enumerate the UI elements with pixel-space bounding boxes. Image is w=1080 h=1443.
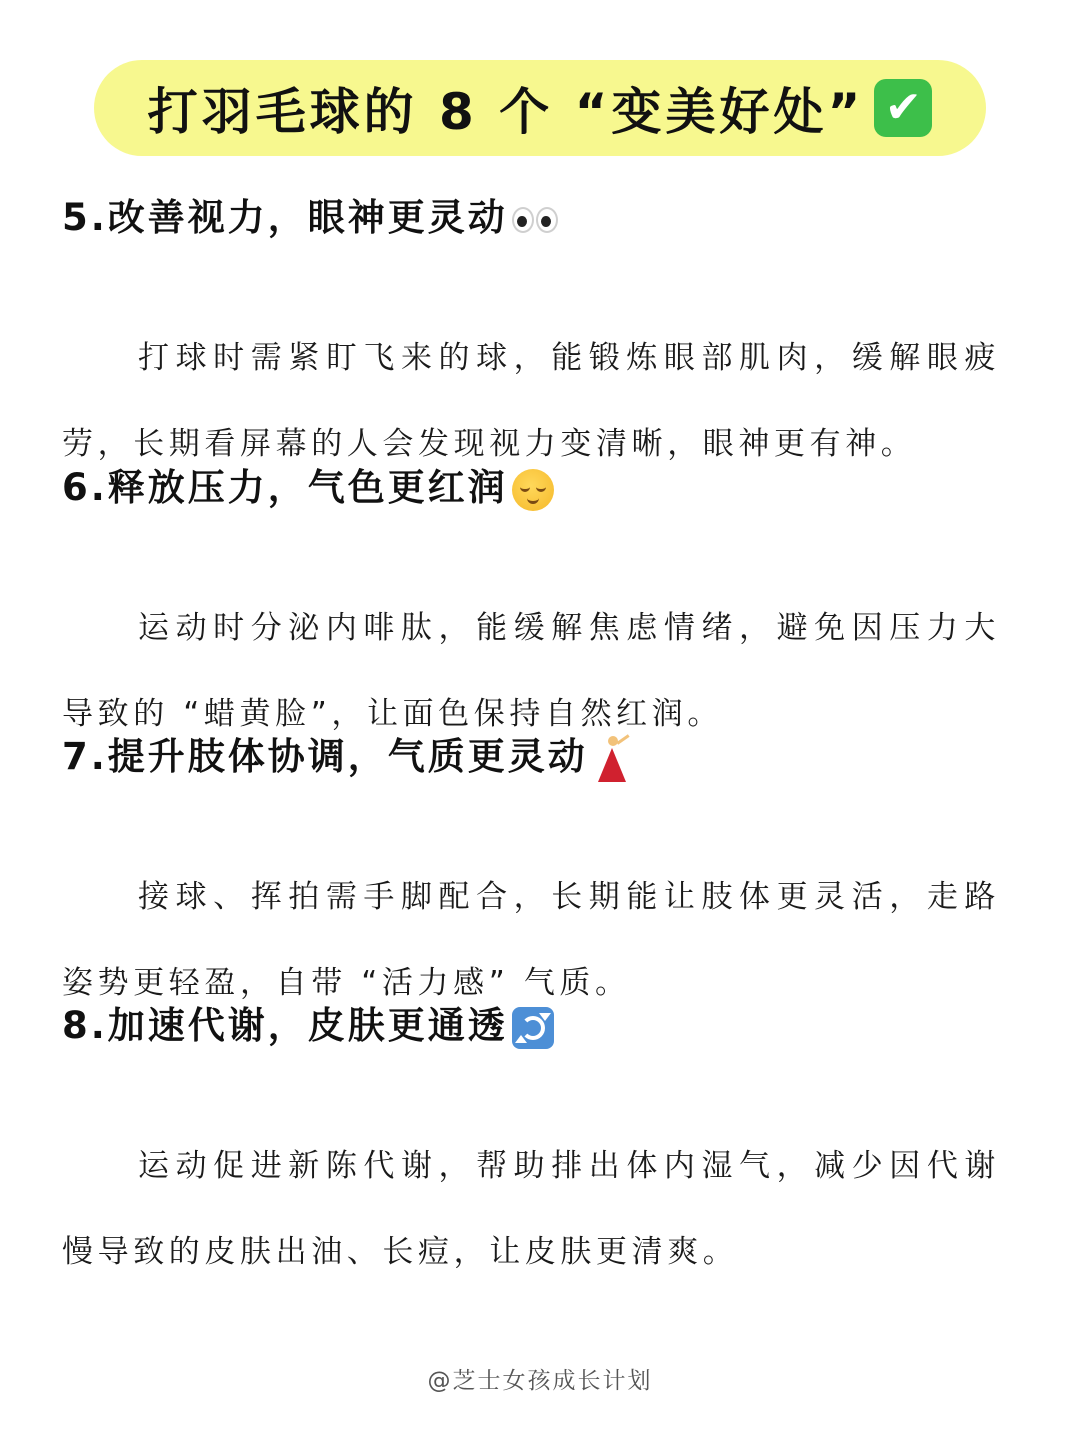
body-line: 姿势更轻盈，自带 “活力感” 气质。 (62, 965, 631, 1001)
page-title: 打羽毛球的 8 个 “变美好处” (147, 83, 865, 141)
benefit-section-7 (62, 727, 1002, 1001)
relieved-face-icon (512, 469, 554, 511)
body-line: 接球、挥拍需手脚配合，长期能让肢体更灵活，走路 (138, 879, 1000, 915)
benefit-section-5 (62, 188, 1002, 462)
author-watermark: @芝士女孩成长计划 (427, 1368, 653, 1394)
body-line: 运动时分泌内啡肽，能缓解焦虑情绪，避免因压力大 (138, 610, 1000, 646)
check-mark-button-icon: ✔ (874, 79, 932, 137)
title-banner (94, 60, 986, 156)
benefit-section-6 (62, 458, 1002, 732)
body-line: 导致的 “蜡黄脸”，让面色保持自然红润。 (62, 696, 723, 732)
section-heading: 6.释放压力，气色更红润 (62, 466, 508, 509)
section-heading: 5.改善视力，眼神更灵动 (62, 196, 508, 239)
cycle-arrows-icon (512, 1007, 554, 1049)
section-heading: 8.加速代谢，皮肤更通透 (62, 1004, 508, 1047)
body-line: 劳，长期看屏幕的人会发现视力变清晰，眼神更有神。 (62, 426, 917, 462)
body-line: 慢导致的皮肤出油、长痘，让皮肤更清爽。 (62, 1234, 739, 1270)
dancer-icon (592, 734, 632, 784)
body-line: 运动促进新陈代谢，帮助排出体内湿气，减少因代谢 (138, 1148, 1000, 1184)
eyes-icon (512, 205, 562, 235)
benefit-section-8 (62, 996, 1002, 1270)
body-line: 打球时需紧盯飞来的球，能锻炼眼部肌肉，缓解眼疲 (138, 340, 1000, 376)
section-heading: 7.提升肢体协调，气质更灵动 (62, 735, 588, 778)
